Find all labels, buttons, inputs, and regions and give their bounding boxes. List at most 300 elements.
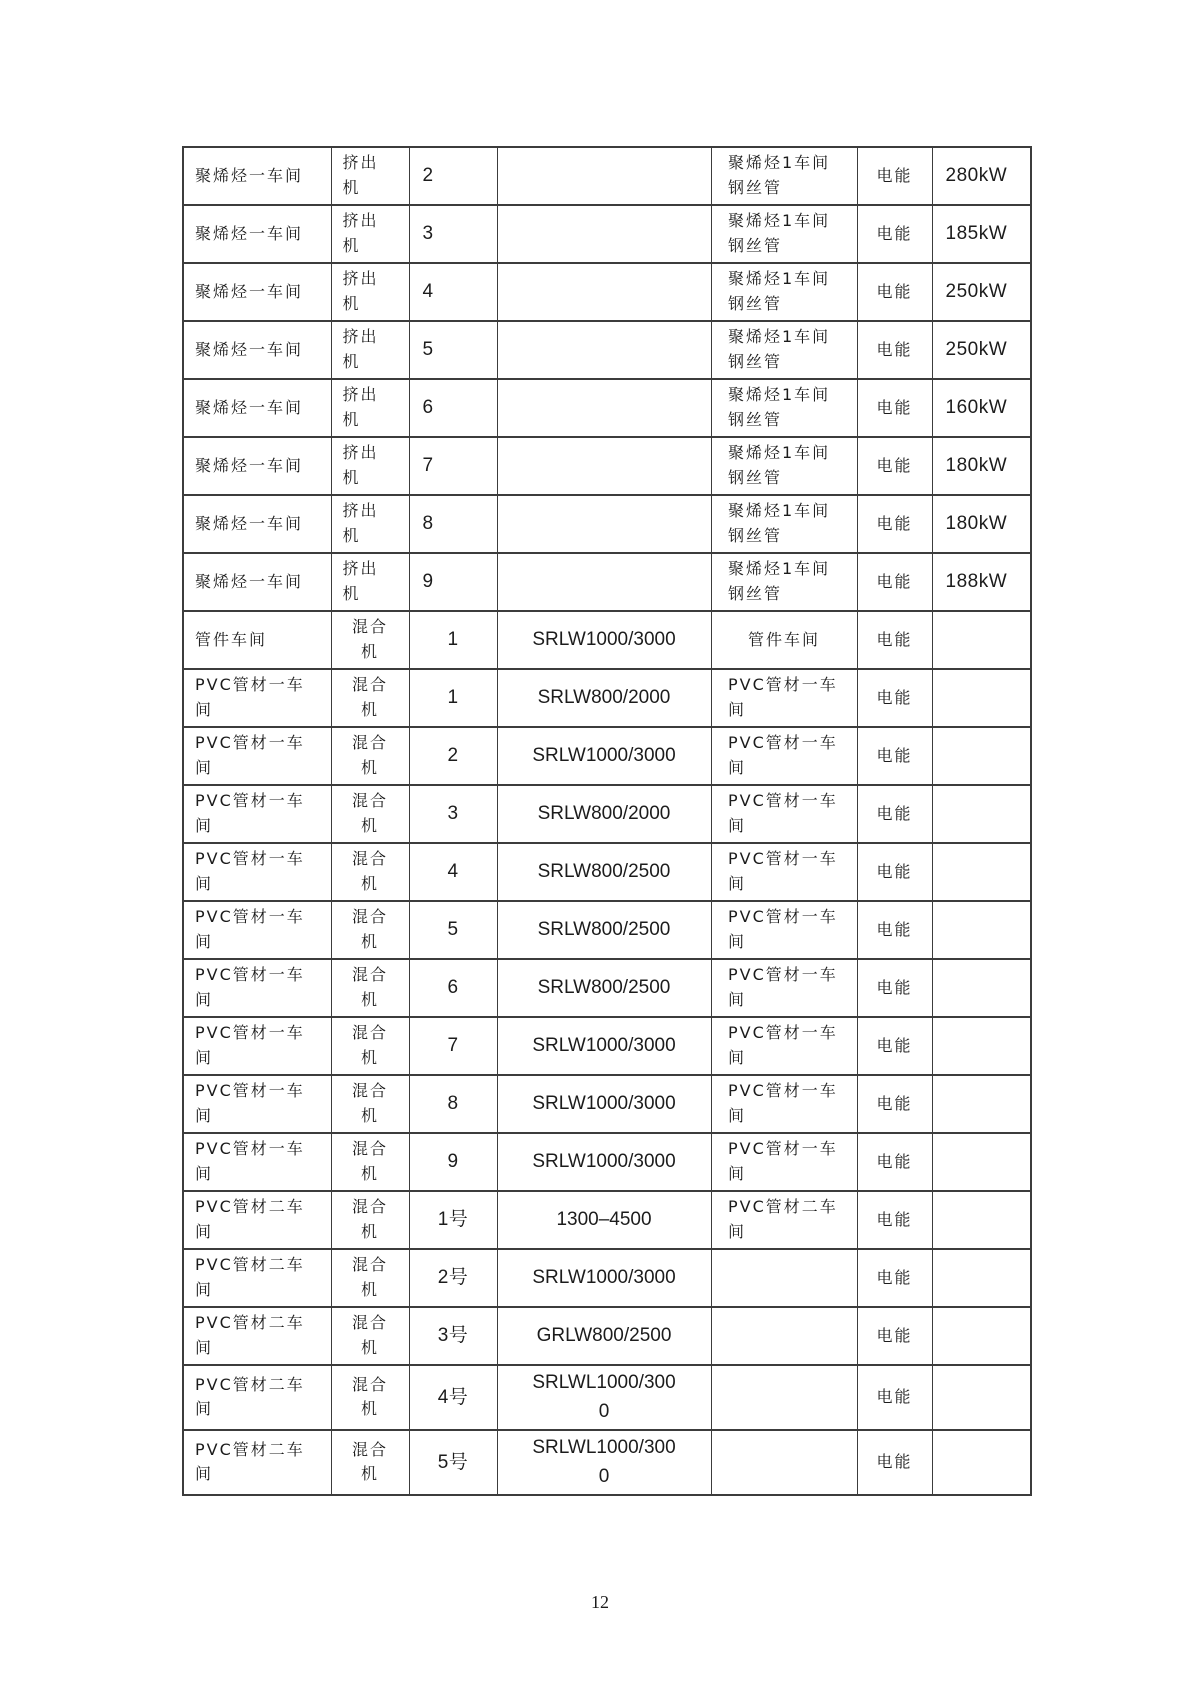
energy-type-text: 电能 (876, 571, 913, 591)
cell-device-number (409, 669, 497, 727)
workshop-text: PVC管材二车间 (195, 1439, 305, 1484)
cell-location (711, 553, 857, 611)
cell-equipment-type (331, 437, 409, 495)
workshop-text: 聚烯烃一车间 (195, 397, 304, 417)
location-text: PVC管材一车间 (728, 1139, 838, 1183)
equipment-type-text: 混合机 (351, 1139, 388, 1183)
cell-energy-type (857, 147, 932, 205)
table-row (183, 1430, 1031, 1495)
cell-equipment-type (331, 611, 409, 669)
location-text: PVC管材一车间 (728, 733, 838, 777)
location-text: PVC管材一车间 (728, 907, 838, 951)
cell-power (932, 727, 1031, 785)
cell-device-number (409, 379, 497, 437)
device-number-text: 5 (447, 919, 459, 941)
cell-energy-type (857, 321, 932, 379)
cell-location (711, 785, 857, 843)
workshop-text: PVC管材一车间 (195, 965, 305, 1009)
energy-type-text: 电能 (876, 1267, 913, 1287)
cell-energy-type (857, 495, 932, 553)
equipment-type-text: 混合机 (351, 965, 388, 1009)
cell-energy-type (857, 669, 932, 727)
equipment-type-text: 混合机 (351, 1374, 388, 1419)
table-row (183, 1191, 1031, 1249)
cell-equipment-type (331, 901, 409, 959)
cell-location (711, 263, 857, 321)
cell-energy-type (857, 553, 932, 611)
cell-model (497, 379, 711, 437)
equipment-type-text: 挤出机 (342, 501, 379, 545)
power-text: 180kW (945, 455, 1008, 477)
location-text: PVC管材二车间 (728, 1197, 838, 1241)
cell-energy-type (857, 205, 932, 263)
model-text: SRLW800/2500 (537, 861, 671, 883)
cell-equipment-type (331, 1365, 409, 1430)
energy-type-text: 电能 (876, 861, 913, 881)
device-number-text: 1 (447, 687, 459, 709)
cell-equipment-type (331, 959, 409, 1017)
model-text: SRLWL1000/3000 (532, 1436, 676, 1488)
cell-workshop (183, 843, 331, 901)
workshop-text: PVC管材一车间 (195, 1081, 305, 1125)
power-text: 250kW (945, 339, 1008, 361)
location-text: 聚烯烃1车间钢丝管 (728, 559, 831, 603)
cell-power (932, 205, 1031, 263)
cell-energy-type (857, 1249, 932, 1307)
equipment-type-text: 挤出机 (342, 269, 379, 313)
workshop-text: 聚烯烃一车间 (195, 513, 304, 533)
cell-device-number (409, 1191, 497, 1249)
cell-power (932, 1017, 1031, 1075)
equipment-type-text: 混合机 (351, 733, 388, 777)
location-text: 聚烯烃1车间钢丝管 (728, 153, 831, 197)
workshop-text: 聚烯烃一车间 (195, 281, 304, 301)
location-text: PVC管材一车间 (728, 1081, 838, 1125)
cell-device-number (409, 843, 497, 901)
location-text: 聚烯烃1车间钢丝管 (728, 327, 831, 371)
energy-type-text: 电能 (876, 397, 913, 417)
cell-power (932, 901, 1031, 959)
cell-location (711, 147, 857, 205)
workshop-text: PVC管材一车间 (195, 675, 305, 719)
cell-device-number (409, 1365, 497, 1430)
device-number-text: 2号 (437, 1267, 469, 1289)
cell-workshop (183, 959, 331, 1017)
cell-workshop (183, 263, 331, 321)
cell-workshop (183, 147, 331, 205)
table-row (183, 205, 1031, 263)
table-row (183, 147, 1031, 205)
cell-equipment-type (331, 205, 409, 263)
location-text: 管件车间 (747, 629, 820, 649)
cell-model (497, 669, 711, 727)
cell-workshop (183, 901, 331, 959)
cell-device-number (409, 1430, 497, 1495)
cell-device-number (409, 1017, 497, 1075)
cell-model (497, 1430, 711, 1495)
table-row (183, 437, 1031, 495)
equipment-type-text: 混合机 (351, 1255, 388, 1299)
power-text: 180kW (945, 513, 1008, 535)
cell-workshop (183, 205, 331, 263)
location-text: PVC管材一车间 (728, 675, 838, 719)
cell-model (497, 263, 711, 321)
cell-location (711, 1191, 857, 1249)
cell-workshop (183, 553, 331, 611)
workshop-text: 聚烯烃一车间 (195, 339, 304, 359)
device-number-text: 5 (422, 339, 434, 361)
table-row (183, 727, 1031, 785)
cell-energy-type (857, 437, 932, 495)
model-text: SRLW1000/3000 (532, 1267, 676, 1289)
table-row (183, 495, 1031, 553)
cell-power (932, 495, 1031, 553)
cell-equipment-type (331, 1249, 409, 1307)
equipment-type-text: 挤出机 (342, 443, 379, 487)
cell-location (711, 1430, 857, 1495)
cell-equipment-type (331, 1017, 409, 1075)
cell-power (932, 1249, 1031, 1307)
cell-equipment-type (331, 147, 409, 205)
table-row (183, 1017, 1031, 1075)
cell-power (932, 379, 1031, 437)
energy-type-text: 电能 (876, 687, 913, 707)
cell-equipment-type (331, 1430, 409, 1495)
location-text: PVC管材一车间 (728, 1023, 838, 1067)
cell-workshop (183, 1133, 331, 1191)
cell-location (711, 1133, 857, 1191)
cell-location (711, 379, 857, 437)
location-text: 聚烯烃1车间钢丝管 (728, 443, 831, 487)
cell-workshop (183, 379, 331, 437)
cell-workshop (183, 1075, 331, 1133)
cell-energy-type (857, 1075, 932, 1133)
cell-location (711, 727, 857, 785)
energy-type-text: 电能 (876, 1451, 913, 1471)
cell-energy-type (857, 1365, 932, 1430)
model-text: SRLW1000/3000 (532, 1035, 676, 1057)
workshop-text: 聚烯烃一车间 (195, 455, 304, 475)
equipment-table-body (183, 147, 1031, 1495)
cell-model (497, 321, 711, 379)
model-text: SRLW1000/3000 (532, 629, 676, 651)
device-number-text: 5号 (437, 1451, 469, 1473)
cell-equipment-type (331, 1307, 409, 1365)
cell-workshop (183, 785, 331, 843)
workshop-text: 聚烯烃一车间 (195, 165, 304, 185)
location-text: 聚烯烃1车间钢丝管 (728, 385, 831, 429)
cell-workshop (183, 669, 331, 727)
device-number-text: 3 (422, 223, 434, 245)
table-row (183, 1133, 1031, 1191)
workshop-text: PVC管材一车间 (195, 1139, 305, 1183)
model-text: SRLWL1000/3000 (532, 1372, 676, 1423)
cell-energy-type (857, 1307, 932, 1365)
cell-power (932, 263, 1031, 321)
cell-model (497, 727, 711, 785)
cell-location (711, 611, 857, 669)
location-text: 聚烯烃1车间钢丝管 (728, 211, 831, 255)
cell-power (932, 1133, 1031, 1191)
cell-location (711, 1249, 857, 1307)
cell-model (497, 611, 711, 669)
equipment-type-text: 混合机 (351, 1313, 388, 1357)
cell-model (497, 553, 711, 611)
energy-type-text: 电能 (876, 1209, 913, 1229)
cell-energy-type (857, 1133, 932, 1191)
table-row (183, 959, 1031, 1017)
cell-power (932, 553, 1031, 611)
cell-energy-type (857, 263, 932, 321)
cell-equipment-type (331, 843, 409, 901)
workshop-text: PVC管材一车间 (195, 1023, 305, 1067)
cell-energy-type (857, 1191, 932, 1249)
workshop-text: 管件车间 (195, 629, 268, 649)
cell-energy-type (857, 611, 932, 669)
energy-type-text: 电能 (876, 629, 913, 649)
energy-type-text: 电能 (876, 223, 913, 243)
table-row (183, 611, 1031, 669)
page-number: 12 (591, 1592, 609, 1612)
device-number-text: 3 (447, 803, 459, 825)
cell-workshop (183, 611, 331, 669)
cell-location (711, 959, 857, 1017)
cell-device-number (409, 611, 497, 669)
cell-device-number (409, 1133, 497, 1191)
cell-energy-type (857, 379, 932, 437)
cell-energy-type (857, 1430, 932, 1495)
workshop-text: PVC管材一车间 (195, 849, 305, 893)
energy-type-text: 电能 (876, 165, 913, 185)
workshop-text: 聚烯烃一车间 (195, 571, 304, 591)
cell-device-number (409, 147, 497, 205)
equipment-type-text: 混合机 (351, 1023, 388, 1067)
equipment-type-text: 混合机 (351, 791, 388, 835)
cell-power (932, 147, 1031, 205)
power-text: 280kW (945, 165, 1008, 187)
cell-model (497, 437, 711, 495)
cell-device-number (409, 263, 497, 321)
cell-power (932, 1430, 1031, 1495)
cell-power (932, 1191, 1031, 1249)
cell-device-number (409, 901, 497, 959)
equipment-type-text: 挤出机 (342, 559, 379, 603)
cell-location (711, 437, 857, 495)
cell-power (932, 785, 1031, 843)
energy-type-text: 电能 (876, 919, 913, 939)
table-row (183, 669, 1031, 727)
cell-power (932, 669, 1031, 727)
cell-device-number (409, 1307, 497, 1365)
device-number-text: 4 (422, 281, 434, 303)
model-text: SRLW800/2000 (537, 803, 671, 825)
cell-location (711, 669, 857, 727)
cell-equipment-type (331, 321, 409, 379)
workshop-text: PVC管材一车间 (195, 791, 305, 835)
cell-model (497, 1249, 711, 1307)
model-text: SRLW1000/3000 (532, 1151, 676, 1173)
cell-equipment-type (331, 379, 409, 437)
equipment-type-text: 混合机 (351, 675, 388, 719)
location-text: PVC管材一车间 (728, 965, 838, 1009)
table-row (183, 785, 1031, 843)
workshop-text: 聚烯烃一车间 (195, 223, 304, 243)
workshop-text: PVC管材一车间 (195, 907, 305, 951)
cell-workshop (183, 321, 331, 379)
energy-type-text: 电能 (876, 455, 913, 475)
location-text: PVC管材一车间 (728, 849, 838, 893)
table-row (183, 1249, 1031, 1307)
energy-type-text: 电能 (876, 1035, 913, 1055)
equipment-type-text: 挤出机 (342, 385, 379, 429)
power-text: 250kW (945, 281, 1008, 303)
table-row (183, 843, 1031, 901)
cell-device-number (409, 1075, 497, 1133)
cell-model (497, 1307, 711, 1365)
cell-workshop (183, 727, 331, 785)
equipment-type-text: 混合机 (351, 1081, 388, 1125)
device-number-text: 8 (422, 513, 434, 535)
power-text: 188kW (945, 571, 1008, 593)
table-row (183, 553, 1031, 611)
workshop-text: PVC管材二车间 (195, 1374, 305, 1419)
cell-model (497, 147, 711, 205)
cell-location (711, 205, 857, 263)
cell-energy-type (857, 785, 932, 843)
equipment-type-text: 混合机 (351, 1197, 388, 1241)
cell-power (932, 437, 1031, 495)
cell-location (711, 495, 857, 553)
cell-location (711, 901, 857, 959)
table-row (183, 901, 1031, 959)
cell-model (497, 901, 711, 959)
workshop-text: PVC管材二车间 (195, 1313, 305, 1357)
cell-energy-type (857, 901, 932, 959)
cell-device-number (409, 495, 497, 553)
device-number-text: 4号 (437, 1386, 469, 1408)
cell-device-number (409, 321, 497, 379)
cell-equipment-type (331, 785, 409, 843)
cell-equipment-type (331, 263, 409, 321)
equipment-type-text: 挤出机 (342, 211, 379, 255)
cell-workshop (183, 1365, 331, 1430)
workshop-text: PVC管材一车间 (195, 733, 305, 777)
location-text: 聚烯烃1车间钢丝管 (728, 501, 831, 545)
cell-workshop (183, 1430, 331, 1495)
location-text: PVC管材一车间 (728, 791, 838, 835)
device-number-text: 9 (447, 1151, 459, 1173)
energy-type-text: 电能 (876, 281, 913, 301)
equipment-type-text: 混合机 (351, 1439, 388, 1484)
workshop-text: PVC管材二车间 (195, 1255, 305, 1299)
device-number-text: 3号 (437, 1325, 469, 1347)
workshop-text: PVC管材二车间 (195, 1197, 305, 1241)
location-text: 聚烯烃1车间钢丝管 (728, 269, 831, 313)
energy-type-text: 电能 (876, 745, 913, 765)
table-row (183, 1075, 1031, 1133)
cell-power (932, 959, 1031, 1017)
table-row (183, 1307, 1031, 1365)
cell-model (497, 1075, 711, 1133)
energy-type-text: 电能 (876, 1151, 913, 1171)
device-number-text: 8 (447, 1093, 459, 1115)
device-number-text: 7 (447, 1035, 459, 1057)
cell-equipment-type (331, 727, 409, 785)
cell-workshop (183, 495, 331, 553)
cell-power (932, 321, 1031, 379)
model-text: SRLW800/2500 (537, 919, 671, 941)
cell-model (497, 495, 711, 553)
cell-model (497, 959, 711, 1017)
equipment-energy-table (182, 146, 1032, 1496)
device-number-text: 7 (422, 455, 434, 477)
cell-model (497, 785, 711, 843)
cell-workshop (183, 1017, 331, 1075)
cell-workshop (183, 1249, 331, 1307)
cell-energy-type (857, 1017, 932, 1075)
cell-equipment-type (331, 1075, 409, 1133)
cell-location (711, 1075, 857, 1133)
cell-device-number (409, 205, 497, 263)
cell-location (711, 1307, 857, 1365)
cell-workshop (183, 1191, 331, 1249)
cell-workshop (183, 437, 331, 495)
cell-device-number (409, 959, 497, 1017)
model-text: SRLW800/2000 (537, 687, 671, 709)
cell-equipment-type (331, 669, 409, 727)
power-text: 185kW (945, 223, 1008, 245)
cell-model (497, 1365, 711, 1430)
cell-equipment-type (331, 495, 409, 553)
cell-power (932, 1075, 1031, 1133)
device-number-text: 6 (422, 397, 434, 419)
energy-type-text: 电能 (876, 803, 913, 823)
device-number-text: 9 (422, 571, 434, 593)
equipment-type-text: 混合机 (351, 907, 388, 951)
cell-energy-type (857, 727, 932, 785)
model-text: SRLW1000/3000 (532, 745, 676, 767)
cell-energy-type (857, 843, 932, 901)
cell-device-number (409, 785, 497, 843)
cell-device-number (409, 437, 497, 495)
cell-model (497, 1191, 711, 1249)
energy-type-text: 电能 (876, 339, 913, 359)
device-number-text: 6 (447, 977, 459, 999)
equipment-type-text: 混合机 (351, 849, 388, 893)
cell-device-number (409, 727, 497, 785)
device-number-text: 1号 (437, 1209, 469, 1231)
table-row (183, 321, 1031, 379)
device-number-text: 2 (447, 745, 459, 767)
cell-power (932, 611, 1031, 669)
cell-location (711, 1365, 857, 1430)
table-row (183, 379, 1031, 437)
energy-type-text: 电能 (876, 1387, 913, 1407)
cell-power (932, 1365, 1031, 1430)
cell-model (497, 843, 711, 901)
device-number-text: 4 (447, 861, 459, 883)
table-row (183, 1365, 1031, 1430)
cell-power (932, 1307, 1031, 1365)
equipment-type-text: 挤出机 (342, 153, 379, 197)
energy-type-text: 电能 (876, 513, 913, 533)
model-text: SRLW800/2500 (537, 977, 671, 999)
table-row (183, 263, 1031, 321)
cell-location (711, 1017, 857, 1075)
cell-model (497, 1133, 711, 1191)
power-text: 160kW (945, 397, 1008, 419)
model-text: 1300–4500 (556, 1209, 652, 1231)
